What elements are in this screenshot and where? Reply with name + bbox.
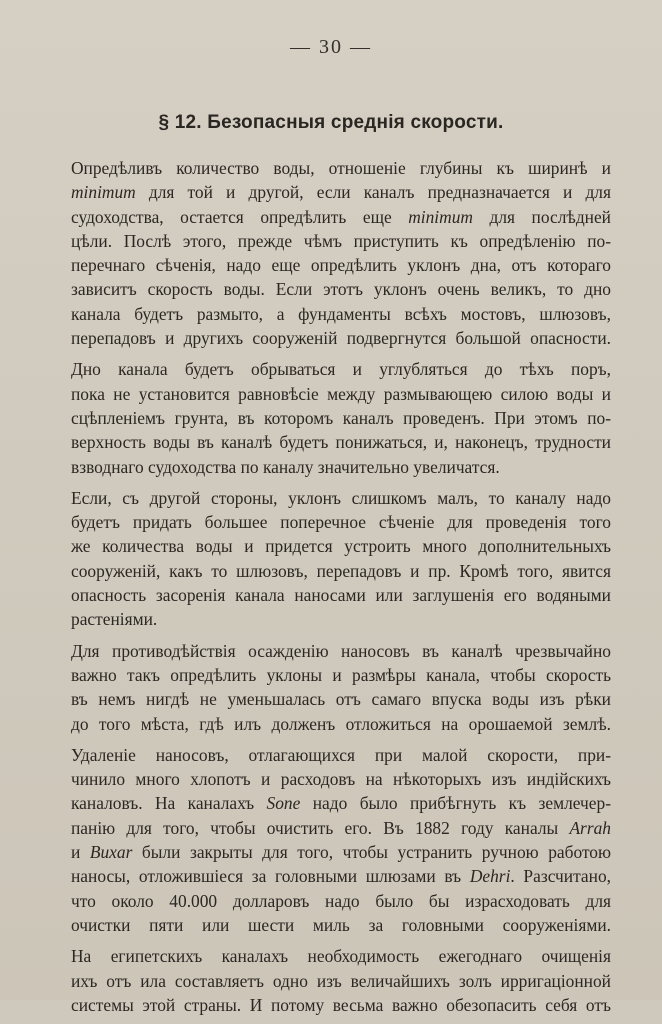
paragraph-3 (71, 486, 611, 632)
text-line: сооруженій, какъ то шлюзовъ, перепадовъ и пр. Кромѣ того, явится (71, 560, 611, 581)
text-line: чинило много хлопотъ и расходовъ на нѣкоторыхъ изъ индійскихъ (71, 769, 611, 790)
text-line: же количества воды и придется устроить много дополнительныхъ (71, 536, 611, 557)
text-line: Дно канала будетъ обрываться и углубляться до тѣхъ поръ, (71, 359, 611, 380)
text-line: перечнаго сѣченія, надо еще опредѣлить уклонъ дна, отъ котораго (71, 255, 611, 276)
text-line: ихъ отъ ила составляетъ одно изъ величайшихъ золъ ирригаціонной (71, 970, 611, 991)
text-line: и Buxar были закрыты для того, чтобы устранить ручною работою (71, 842, 611, 863)
text-line: растеніями. (71, 609, 158, 630)
text-line: что около 40.000 долларовъ надо было бы израсходовать для (71, 890, 611, 911)
text-line: верхность воды въ каналѣ будетъ понижаться, и, наконецъ, трудности (71, 432, 611, 453)
text-line: Если, съ другой стороны, уклонъ слишкомъ малъ, то каналу надо (71, 487, 611, 508)
text-line: Удаленіе наносовъ, отлагающихся при малой скорости, при- (71, 744, 611, 765)
page-number: — 30 — (290, 36, 372, 58)
text-line: цѣли. Послѣ этого, прежде чѣмъ приступить къ опредѣленію по- (71, 230, 611, 251)
text-line: minimum для той и другой, если каналъ предназначается и для (71, 182, 611, 203)
paragraph-1 (71, 156, 611, 350)
text-line: будетъ придать большее поперечное сѣченіе для проведенія того (71, 512, 611, 533)
text-line: системы этой страны. И потому весьма важно обезопасить себя отъ (71, 994, 611, 1015)
text-line: перепадовъ и другихъ сооруженій подвергнутся большой опасности. (71, 328, 611, 349)
text-line: взводнаго судоходства по каналу значительно увеличатся. (71, 456, 500, 477)
text-line: панію для того, чтобы очистить его. Въ 1882 году каналы Arrah (71, 817, 611, 838)
text-line: важно такъ опредѣлить уклоны и размѣры канала, чтобы скорость (71, 664, 611, 685)
text-line: до того мѣста, гдѣ илъ долженъ отложиться на орошаемой землѣ. (71, 713, 611, 734)
text-line: зависитъ скорость воды. Если этотъ уклонъ очень великъ, то дно (71, 279, 611, 300)
text-line: каналовъ. На каналахъ Sone надо было прибѣгнуть къ землечер- (71, 793, 611, 814)
text-line: наносы, отложившіеся за головными шлюзами въ Dehri. Разсчитано, (71, 866, 611, 887)
text-line: пока не установится равновѣсіе между размывающею силою воды и (71, 383, 611, 404)
text-line: канала будетъ размыто, а фундаменты всѣхъ мостовъ, шлюзовъ, (71, 303, 611, 324)
section-heading: § 12. Безопасныя среднія скорости. (158, 112, 504, 133)
text-line: очистки пяти или шести миль за головными сооруженіями. (71, 914, 611, 935)
paragraph-5 (71, 743, 611, 937)
text-line: въ немъ нигдѣ не уменьшалась отъ самаго впуска воды изъ рѣки (71, 689, 611, 710)
paragraph-6 (71, 944, 611, 1017)
text-line: На египетскихъ каналахъ необходимость ежегоднаго очищенія (71, 946, 611, 967)
text-line: опасность засоренія канала наносами или заглушенія его водяными (71, 585, 611, 606)
text-line: сцѣпленіемъ грунта, въ которомъ каналъ проведенъ. При этомъ по- (71, 407, 611, 428)
text-line: Для противодѣйствія осажденію наносовъ въ каналѣ чрезвычайно (71, 640, 611, 661)
paragraph-2 (71, 357, 611, 478)
text-line: Опредѣливъ количество воды, отношеніе глубины къ ширинѣ и (71, 158, 611, 178)
text-line: судоходства, остается опредѣлить еще minimum для послѣдней (71, 206, 611, 227)
body-text (71, 156, 611, 1024)
paragraph-4 (71, 639, 611, 736)
